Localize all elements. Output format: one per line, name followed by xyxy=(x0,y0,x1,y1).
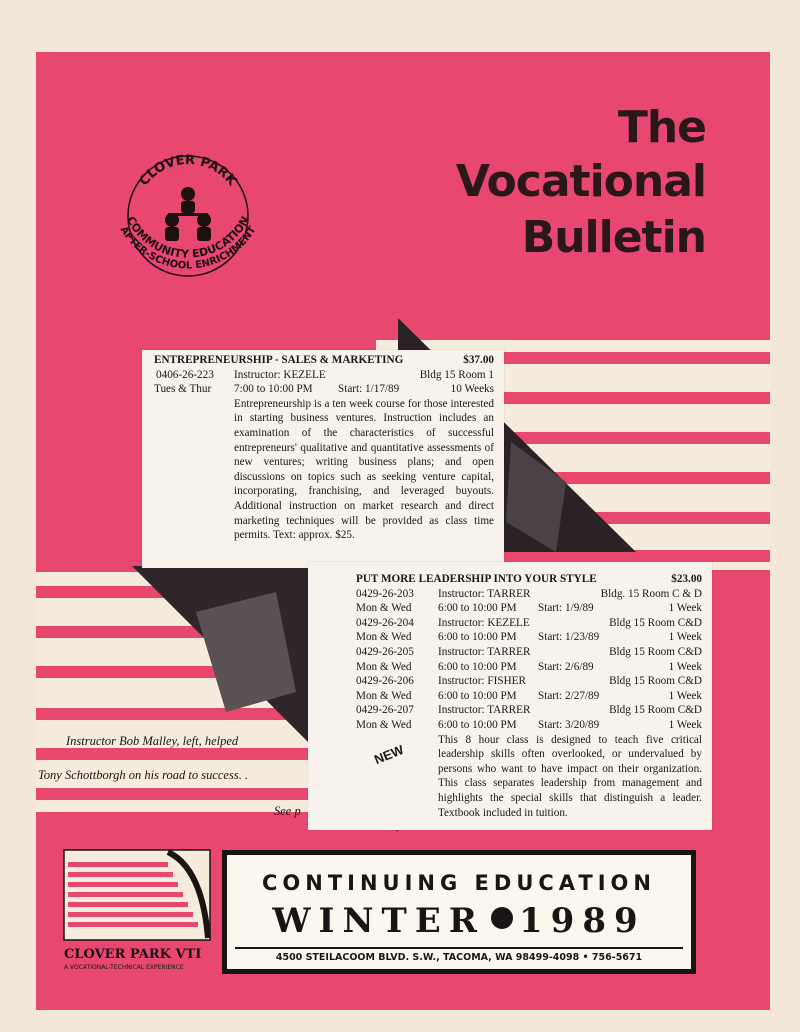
section-row xyxy=(356,674,702,703)
course-entrepreneurship-clipping xyxy=(142,350,504,568)
clover-park-logo xyxy=(108,136,268,296)
section-time: 6:00 to 10:00 PM xyxy=(438,631,517,644)
section-code: 0429-26-207 xyxy=(356,704,414,717)
section-days: Mon & Wed xyxy=(356,660,412,673)
address-line: 4500 STEILACOOM BLVD. S.W., TACOMA, WA 98499-4098 • 756-5671 xyxy=(275,952,643,963)
course-duration: 10 Weeks xyxy=(450,383,494,396)
section-duration: 1 Week xyxy=(668,631,702,644)
section-start: Start: 2/6/89 xyxy=(538,660,594,673)
course-title: PUT MORE LEADERSHIP INTO YOUR STYLE xyxy=(356,573,597,585)
logo-top-text: CLOVER PARK xyxy=(136,152,240,189)
section-time: 6:00 to 10:00 PM xyxy=(438,602,517,615)
course-days: Tues & Thur xyxy=(154,383,212,396)
course-price: $37.00 xyxy=(463,354,494,366)
course-leadership-clipping xyxy=(308,562,712,830)
section-start: Start: 1/23/89 xyxy=(538,631,600,644)
section-days: Mon & Wed xyxy=(356,631,412,644)
section-duration: 1 Week xyxy=(668,660,702,673)
continuing-education-heading: CONTINUING EDUCATION xyxy=(262,871,656,895)
section-start: Start: 2/27/89 xyxy=(538,689,600,702)
course-time: 7:00 to 10:00 PM xyxy=(234,383,313,396)
photo-caption-line3: See p xyxy=(274,804,301,818)
section-duration: 1 Week xyxy=(668,689,702,702)
course-description: Entrepreneurship is a ten week course for those interested in starting business ventures. Instruction includes an examination of the characteristics of successful entrepreneurs' qualitative and quantitative assessments of new ventures; writing business plans; and open discussions on topics such as seeking venture capital, incorporating, franchising, and leveraged buyouts. Additional instruction on market research and direct marketing techniques will be provided as class time permits. Text: approx. $25. xyxy=(234,397,494,542)
section-code: 0429-26-204 xyxy=(356,616,414,629)
section-days: Mon & Wed xyxy=(356,602,412,615)
section-instructor: Instructor: TARRER xyxy=(438,587,531,600)
winter-1989-heading xyxy=(227,901,691,941)
section-days: Mon & Wed xyxy=(356,718,412,731)
course-code: 0406-26-223 xyxy=(156,368,214,381)
svg-text:CLOVER PARK xyxy=(137,153,240,190)
section-code: 0429-26-205 xyxy=(356,645,414,658)
section-duration: 1 Week xyxy=(668,602,702,615)
logo-ring-text: COMMUNITY EDUCATION xyxy=(123,214,253,261)
photo-caption-line2: Tony Schottborgh on his road to success. . xyxy=(38,768,249,782)
section-code: 0429-26-203 xyxy=(356,587,414,600)
title-the: The xyxy=(617,102,706,153)
children-figures-icon xyxy=(165,187,211,241)
section-room: Bldg 15 Room C&D xyxy=(609,616,702,629)
vti-tagline: A VOCATIONAL-TECHNICAL EXPERIENCE xyxy=(64,964,184,971)
section-room: Bldg 15 Room C&D xyxy=(609,645,702,658)
section-code: 0429-26-206 xyxy=(356,675,414,688)
section-start: Start: 1/9/89 xyxy=(538,602,594,615)
year-label: 1989 xyxy=(519,901,646,941)
title-bulletin: Bulletin xyxy=(521,212,706,263)
course-start: Start: 1/17/89 xyxy=(338,383,400,396)
section-days: Mon & Wed xyxy=(356,689,412,702)
divider xyxy=(235,947,683,949)
section-instructor: Instructor: FISHER xyxy=(438,675,526,688)
section-duration: 1 Week xyxy=(668,718,702,731)
section-row xyxy=(356,616,702,645)
section-row xyxy=(356,703,702,732)
section-room: Bldg. 15 Room C & D xyxy=(600,587,702,600)
section-instructor: Instructor: TARRER xyxy=(438,645,531,658)
section-room: Bldg 15 Room C&D xyxy=(609,675,702,688)
section-instructor: Instructor: KEZELE xyxy=(438,616,530,629)
section-time: 6:00 to 10:00 PM xyxy=(438,689,517,702)
vti-name: CLOVER PARK VTI xyxy=(64,947,202,962)
section-list xyxy=(356,587,702,733)
logo-bottom-text: AFTER-SCHOOL ENRICHMENT xyxy=(117,224,259,272)
course-instructor: Instructor: KEZELE xyxy=(234,368,326,381)
course-description: This 8 hour class is designed to teach five critical leadership skills often overlooked, or undervalued by persons who want to have impact on their organization. This class separates leadership from management and highlights the special skills that distinguish a leader. Textbook included in tuition. xyxy=(438,733,702,819)
section-time: 6:00 to 10:00 PM xyxy=(438,660,517,673)
section-start: Start: 3/20/89 xyxy=(538,718,600,731)
new-badge: NEW xyxy=(371,741,406,768)
course-price: $23.00 xyxy=(671,573,702,585)
title-vocational: Vocational xyxy=(455,156,706,207)
winter-label: WINTER xyxy=(272,901,485,941)
bullet-dot-icon xyxy=(491,907,513,929)
course-room: Bldg 15 Room 1 xyxy=(419,368,494,381)
photo-caption-line1: Instructor Bob Malley, left, helped xyxy=(66,734,239,748)
section-room: Bldg 15 Room C&D xyxy=(609,704,702,717)
clover-park-vti-logo xyxy=(62,848,212,976)
section-row xyxy=(356,645,702,674)
section-time: 6:00 to 10:00 PM xyxy=(438,718,517,731)
course-title: ENTREPRENEURSHIP - SALES & MARKETING xyxy=(154,354,404,366)
section-instructor: Instructor: TARRER xyxy=(438,704,531,717)
continuing-education-box xyxy=(222,850,696,974)
section-row xyxy=(356,587,702,616)
